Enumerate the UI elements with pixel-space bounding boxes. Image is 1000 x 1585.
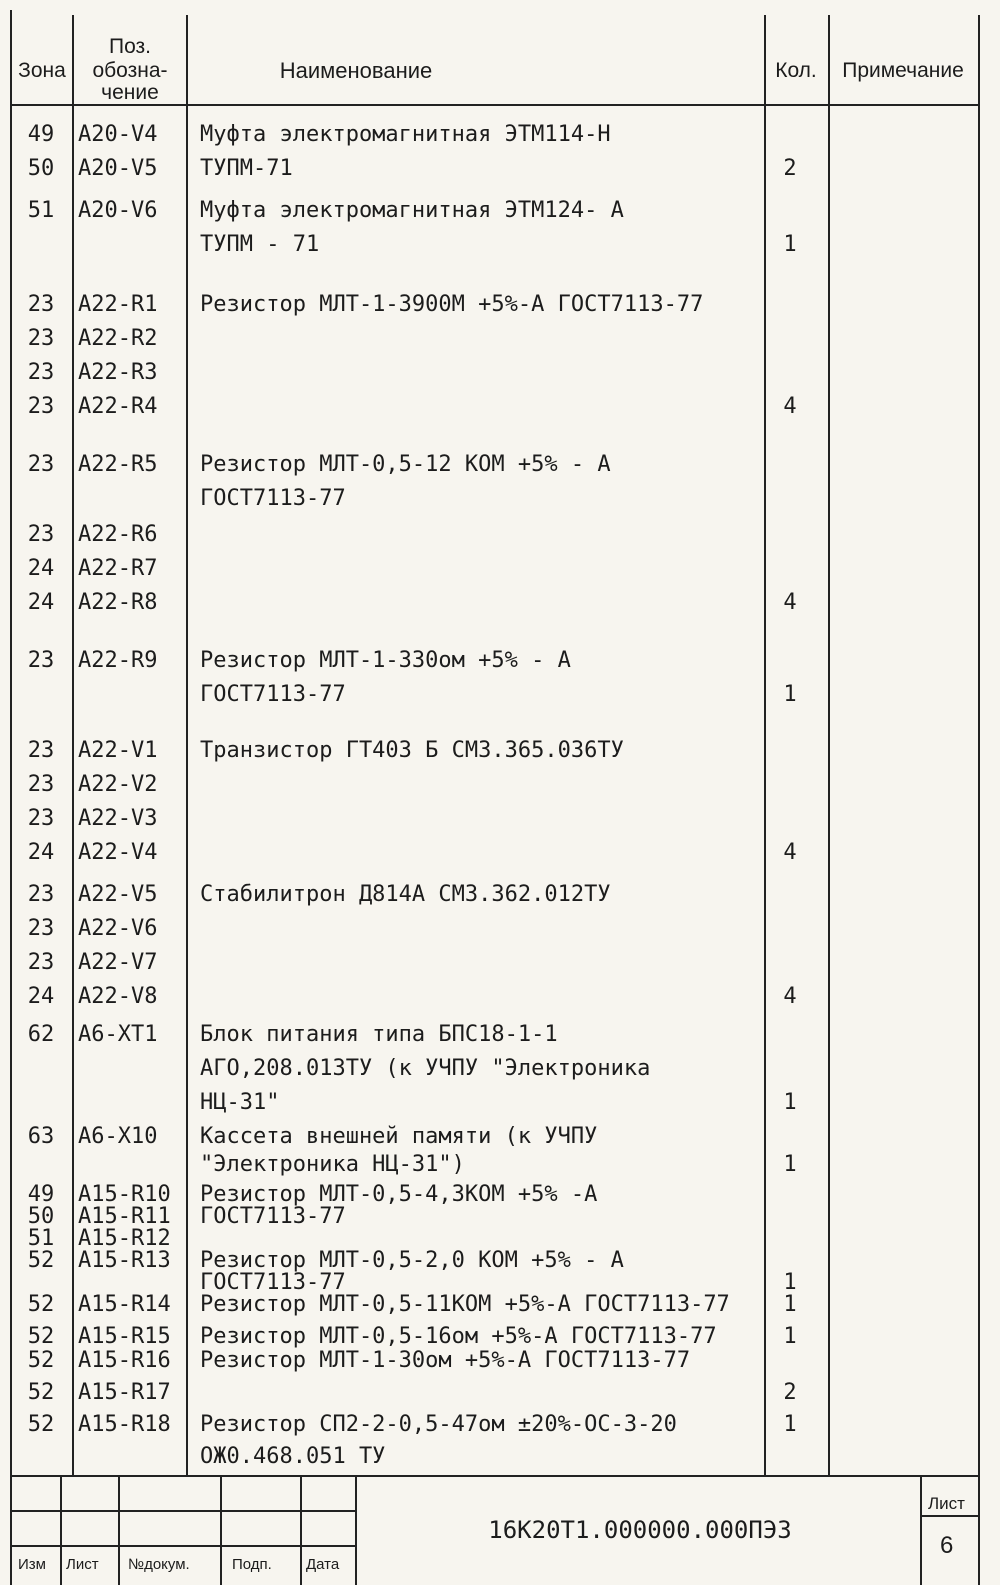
row-zone: 23 xyxy=(27,916,55,941)
row-zone: 52 xyxy=(27,1248,55,1273)
row-quantity: 1 xyxy=(783,232,797,257)
row-name: Стабилитрон Д814А СМ3.362.012ТУ xyxy=(200,882,611,907)
header-zone: Зона xyxy=(18,59,66,82)
table-row xyxy=(0,358,1000,388)
row-quantity: 1 xyxy=(783,1292,797,1317)
row-zone: 50 xyxy=(27,1204,55,1229)
row-zone: 52 xyxy=(27,1324,55,1349)
tb-div-4 xyxy=(300,1475,302,1585)
row-name: ГОСТ7113-77 xyxy=(200,1270,346,1295)
table-row xyxy=(0,392,1000,422)
row-zone: 50 xyxy=(27,156,55,181)
row-zone: 51 xyxy=(27,1226,55,1251)
row-name: Резистор МЛТ-1-3900М +5%-А ГОСТ7113-77 xyxy=(200,292,704,317)
row-quantity: 4 xyxy=(783,394,797,419)
row-name: ТУПМ-71 xyxy=(200,156,293,181)
row-quantity: 1 xyxy=(783,1412,797,1437)
table-row xyxy=(0,196,1000,226)
row-zone: 52 xyxy=(27,1292,55,1317)
row-name: АГО,208.013ТУ (к УЧПУ "Электроника xyxy=(200,1056,651,1081)
table-row xyxy=(0,1122,1000,1152)
row-name: Кассета внешней памяти (к УЧПУ xyxy=(200,1124,598,1149)
tb-izm: Изм xyxy=(18,1556,46,1573)
row-name: Резистор МЛТ-0,5-12 КОМ +5% - А xyxy=(200,452,611,477)
row-name: Блок питания типа БПС18-1-1 xyxy=(200,1022,558,1047)
document-number: 16К20Т1.000000.000ПЭ3 xyxy=(488,1516,792,1544)
row-zone: 24 xyxy=(27,840,55,865)
row-position: A15-R10 xyxy=(78,1182,171,1207)
row-position: A22-V5 xyxy=(78,882,158,907)
row-position: A20-V6 xyxy=(78,198,158,223)
sheet-label: Лист xyxy=(928,1494,965,1513)
row-position: A15-R18 xyxy=(78,1412,171,1437)
row-position: A15-R16 xyxy=(78,1348,171,1373)
row-zone: 23 xyxy=(27,806,55,831)
row-zone: 23 xyxy=(27,360,55,385)
table-row xyxy=(0,838,1000,868)
row-position: A22-R8 xyxy=(78,590,158,615)
row-quantity: 1 xyxy=(783,1324,797,1349)
table-row xyxy=(0,1378,1000,1408)
tb-sheet-line xyxy=(920,1515,980,1517)
table-row xyxy=(0,736,1000,766)
row-name: ТУПМ - 71 xyxy=(200,232,320,257)
table-row xyxy=(0,1150,1000,1180)
row-zone: 23 xyxy=(27,882,55,907)
row-position: A22-R3 xyxy=(78,360,158,385)
row-quantity: 1 xyxy=(783,1090,797,1115)
header-pos-line2: обозна- xyxy=(92,59,168,82)
table-row xyxy=(0,948,1000,978)
row-position: A15-R15 xyxy=(78,1324,171,1349)
row-zone: 62 xyxy=(27,1022,55,1047)
header-pos-line1: Поз. xyxy=(109,35,151,58)
header-note: Примечание xyxy=(842,59,964,82)
row-zone: 23 xyxy=(27,648,55,673)
row-zone: 49 xyxy=(27,122,55,147)
table-row xyxy=(0,120,1000,150)
title-block-top-line xyxy=(10,1475,980,1477)
row-name: НЦ-31" xyxy=(200,1090,280,1115)
row-position: A22-V7 xyxy=(78,950,158,975)
tb-date: Дата xyxy=(306,1556,340,1573)
row-name: Резистор МЛТ-1-330ом +5% - А xyxy=(200,648,571,673)
header-name: Наименование xyxy=(279,58,433,83)
row-zone: 23 xyxy=(27,292,55,317)
row-name: ГОСТ7113-77 xyxy=(200,682,346,707)
table-row xyxy=(0,588,1000,618)
table-row xyxy=(0,880,1000,910)
table-row xyxy=(0,1290,1000,1320)
row-zone: 24 xyxy=(27,984,55,1009)
row-name: Резистор МЛТ-0,5-2,0 КОМ +5% - А xyxy=(200,1248,624,1273)
tb-div-2 xyxy=(118,1475,120,1585)
row-quantity: 1 xyxy=(783,682,797,707)
row-position: A22-R5 xyxy=(78,452,158,477)
row-position: A15-R13 xyxy=(78,1248,171,1273)
table-row xyxy=(0,646,1000,676)
row-position: A22-R1 xyxy=(78,292,158,317)
table-row xyxy=(0,554,1000,584)
row-position: A22-V8 xyxy=(78,984,158,1009)
row-zone: 23 xyxy=(27,522,55,547)
row-name: "Электроника НЦ-31") xyxy=(200,1152,465,1177)
header-bottom-line xyxy=(10,104,980,106)
row-quantity: 2 xyxy=(783,1380,797,1405)
table-row xyxy=(0,290,1000,320)
row-name: ГОСТ7113-77 xyxy=(200,1204,346,1229)
row-position: A15-R14 xyxy=(78,1292,171,1317)
row-position: A22-V6 xyxy=(78,916,158,941)
table-row xyxy=(0,324,1000,354)
row-name: Резистор МЛТ-1-30ом +5%-А ГОСТ7113-77 xyxy=(200,1348,691,1373)
header-qty: Кол. xyxy=(775,59,817,82)
tb-doc-no: №докум. xyxy=(128,1556,190,1573)
row-position: A22-R7 xyxy=(78,556,158,581)
row-name: Транзистор ГТ403 Б СМ3.365.036ТУ xyxy=(200,738,624,763)
row-quantity: 4 xyxy=(783,590,797,615)
row-zone: 24 xyxy=(27,556,55,581)
row-position: A22-R4 xyxy=(78,394,158,419)
row-zone: 63 xyxy=(27,1124,55,1149)
row-zone: 52 xyxy=(27,1348,55,1373)
row-name: Резистор МЛТ-0,5-16ом +5%-А ГОСТ7113-77 xyxy=(200,1324,717,1349)
row-zone: 23 xyxy=(27,738,55,763)
row-position: A22-V1 xyxy=(78,738,158,763)
row-name: Муфта электромагнитная ЭТМ114-Н xyxy=(200,122,611,147)
row-quantity: 1 xyxy=(783,1270,797,1295)
row-position: A6-X10 xyxy=(78,1124,158,1149)
table-row xyxy=(0,982,1000,1012)
row-name: Резистор МЛТ-0,5-11КОМ +5%-А ГОСТ7113-77 xyxy=(200,1292,730,1317)
row-position: A15-R12 xyxy=(78,1226,171,1251)
row-zone: 23 xyxy=(27,326,55,351)
table-row xyxy=(0,450,1000,480)
table-row xyxy=(0,914,1000,944)
table-row xyxy=(0,1054,1000,1084)
row-zone: 23 xyxy=(27,394,55,419)
table-row xyxy=(0,1346,1000,1376)
row-quantity: 2 xyxy=(783,156,797,181)
table-row xyxy=(0,154,1000,184)
row-zone: 49 xyxy=(27,1182,55,1207)
table-row xyxy=(0,1088,1000,1118)
row-zone: 23 xyxy=(27,772,55,797)
table-row xyxy=(0,1410,1000,1440)
row-zone: 23 xyxy=(27,950,55,975)
table-row xyxy=(0,484,1000,514)
row-position: A22-R6 xyxy=(78,522,158,547)
row-position: A22-V4 xyxy=(78,840,158,865)
table-row xyxy=(0,520,1000,550)
row-name: Резистор МЛТ-0,5-4,3КОМ +5% -А xyxy=(200,1182,598,1207)
tb-div-3 xyxy=(220,1475,222,1585)
row-position: A20-V5 xyxy=(78,156,158,181)
row-quantity: 1 xyxy=(783,1152,797,1177)
row-zone: 24 xyxy=(27,590,55,615)
row-position: A15-R11 xyxy=(78,1204,171,1229)
table-row xyxy=(0,1020,1000,1050)
row-position: A22-V3 xyxy=(78,806,158,831)
table-row xyxy=(0,230,1000,260)
table-row xyxy=(0,804,1000,834)
table-row xyxy=(0,1442,1000,1472)
row-position: A15-R17 xyxy=(78,1380,171,1405)
row-position: A22-V2 xyxy=(78,772,158,797)
row-zone: 23 xyxy=(27,452,55,477)
row-position: A22-R2 xyxy=(78,326,158,351)
table-row xyxy=(0,770,1000,800)
row-name: Муфта электромагнитная ЭТМ124- А xyxy=(200,198,624,223)
tb-div-5 xyxy=(355,1475,357,1585)
tb-podp: Подп. xyxy=(232,1556,272,1573)
row-position: A6-XT1 xyxy=(78,1022,158,1047)
row-zone: 52 xyxy=(27,1412,55,1437)
row-name: ОЖ0.468.051 ТУ xyxy=(200,1444,386,1469)
row-quantity: 4 xyxy=(783,840,797,865)
tb-div-6 xyxy=(920,1475,922,1585)
row-name: ГОСТ7113-77 xyxy=(200,486,346,511)
header-pos-line3: чение xyxy=(101,81,159,104)
tb-div-1 xyxy=(60,1475,62,1585)
row-quantity: 4 xyxy=(783,984,797,1009)
row-position: A22-R9 xyxy=(78,648,158,673)
row-position: A20-V4 xyxy=(78,122,158,147)
row-zone: 52 xyxy=(27,1380,55,1405)
row-name: Резистор СП2-2-0,5-47ом ±20%-ОС-3-20 xyxy=(200,1412,677,1437)
table-row xyxy=(0,680,1000,710)
tb-list: Лист xyxy=(66,1556,99,1573)
sheet-number: 6 xyxy=(940,1532,954,1559)
row-zone: 51 xyxy=(27,198,55,223)
